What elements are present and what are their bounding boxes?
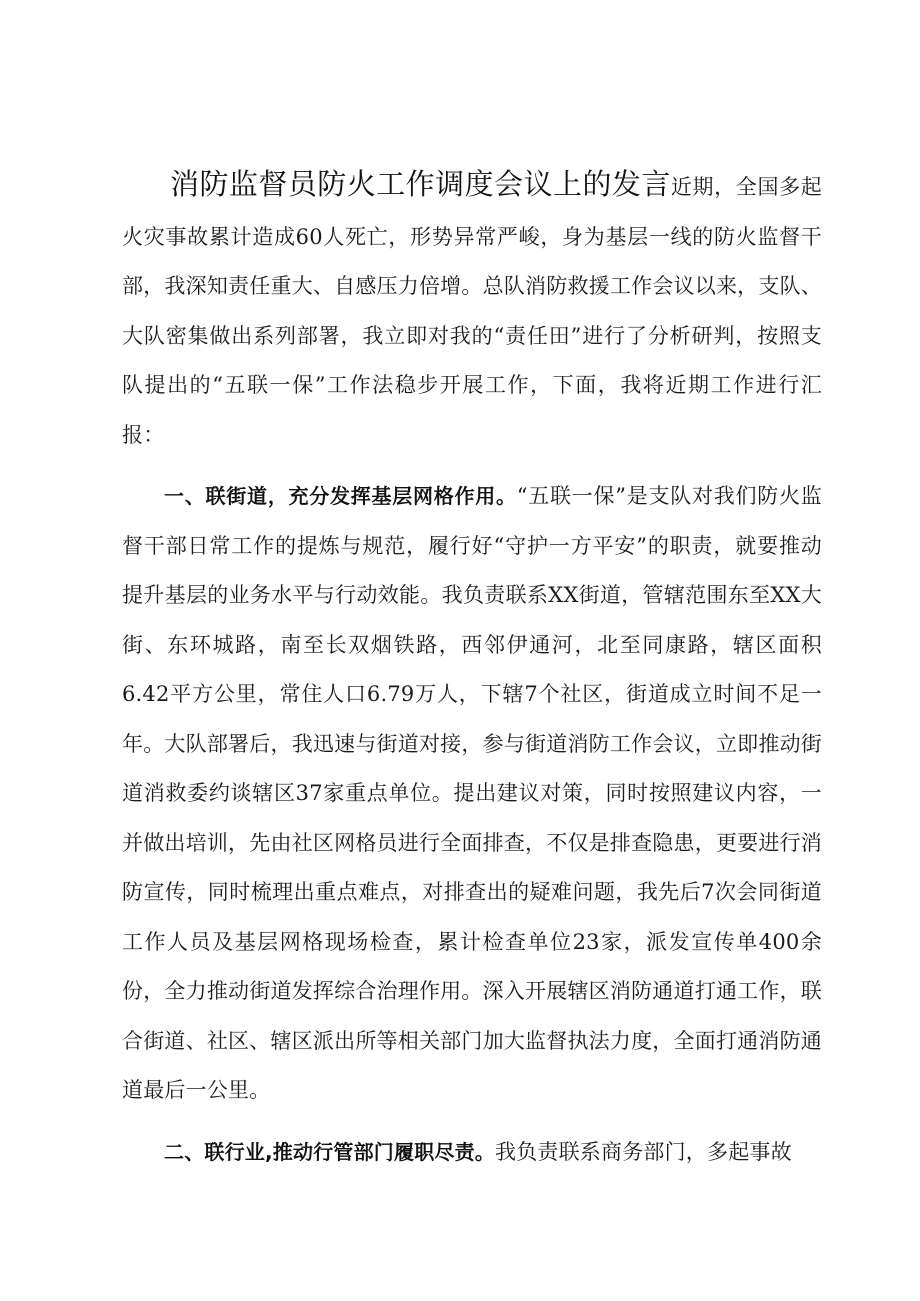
- section-body-1: “五联一保”是支队对我们防火监督干部日常工作的提炼与规范，履行好“守护一方平安”的职责，就要推动提升基层的业务水平与行动效能。我负责联系XX街道，管辖范围东至XX大街、东环城路，南至长双烟铁路，西邻伊通河，北至同康路，辖区面积6.42平方公里，常住人口6.79万人，下辖7个社区，街道成立时间不足一年。大队部署后，我迅速与街道对接，参与街道消防工作会议，立即推动街道消救委约谈辖区37家重点单位。提出建议对策，同时按照建议内容，一并做出培训，先由社区网格员进行全面排查，不仅是排查隐患，更要进行消防宣传，同时梳理出重点难点，对排查出的疑难问题，我先后7次会同街道工作人员及基层网格现场检查，累计检查单位23家，派发宣传单400余份，全力推动街道发挥综合治理作用。深入开展辖区消防通道打通工作，联合街道、社区、辖区派出所等相关部门加大监督执法力度，全面打通消防通道最后一公里。: [122, 484, 822, 1102]
- section-paragraph-1: [122, 472, 822, 1116]
- section-paragraph-2: [122, 1128, 822, 1178]
- section-heading-1: 一、联街道，充分发挥基层网格作用。: [164, 484, 517, 508]
- intro-paragraph: [122, 160, 822, 460]
- section-body-2: 我负责联系商务部门，多起事故: [495, 1139, 792, 1164]
- intro-text: 近期，全国多起火灾事故累计造成60人死亡，形势异常严峻，身为基层一线的防火监督干部，我深知责任重大、自感压力倍增。总队消防救援工作会议以来，支队、大队密集做出系列部署，我立即对我的“责任田”进行了分析研判，按照支队提出的“五联一保”工作法稳步开展工作，下面，我将近期工作进行汇报：: [122, 175, 822, 447]
- document-title: 消防监督员防火工作调度会议上的发言: [170, 167, 671, 201]
- document-body: [122, 160, 822, 1177]
- section-heading-2: 二、联行业,推动行管部门履职尽责。: [164, 1139, 495, 1164]
